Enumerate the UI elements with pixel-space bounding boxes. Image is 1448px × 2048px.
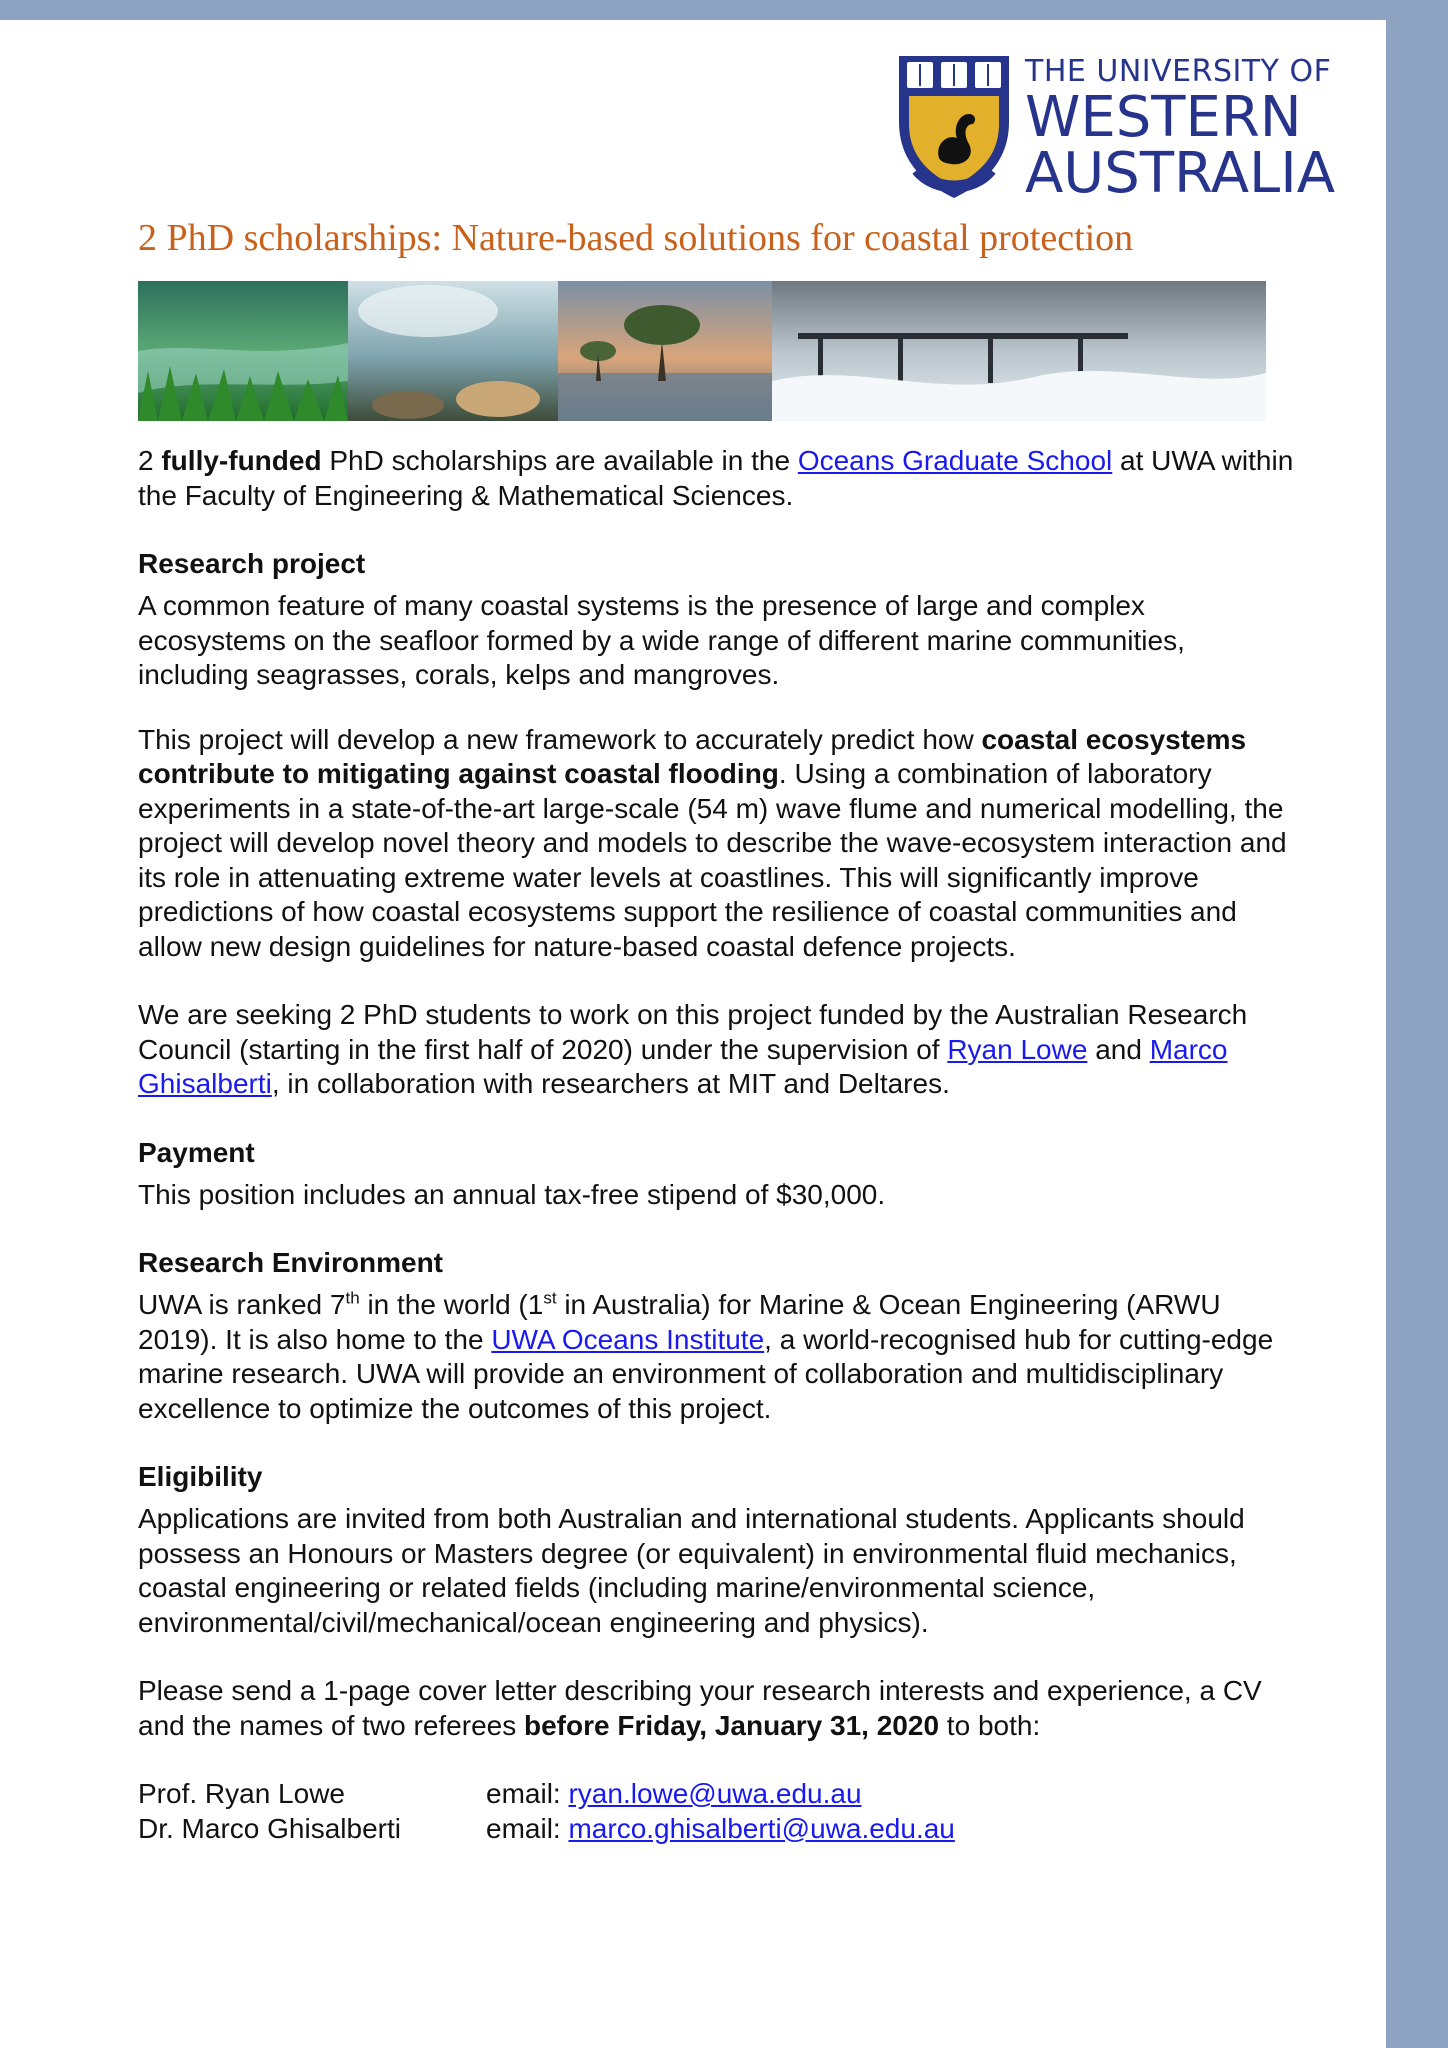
banner-storm-jetty-image — [772, 281, 1266, 421]
intro-bold: fully-funded — [161, 445, 322, 476]
research-paragraph-3 — [138, 998, 1298, 1102]
wordmark-line-2: WESTERN — [1025, 85, 1302, 150]
contact-name: Dr. Marco Ghisalberti — [138, 1812, 401, 1844]
page-title: 2 PhD scholarships: Nature-based solutions for coastal protection — [138, 217, 1134, 259]
deadline-bold: before Friday, January 31, 2020 — [524, 1709, 940, 1741]
eligibility-paragraph-1: Applications are invited from both Australian and international students. Applicants should possess an Honours or Masters degree (or equivalent) in environmental fluid mechanics, coastal engineering or related fields (including marine/environmental science, environmental/civil/mechanical/ocean engineering and physics). — [138, 1503, 1245, 1638]
email-label: email: — [486, 1778, 569, 1809]
environment-paragraph — [138, 1288, 1298, 1426]
email-label: email: — [486, 1812, 569, 1844]
eligibility-paragraph-2 — [138, 1674, 1298, 1743]
contact-row — [138, 1777, 1298, 1812]
eligibility-heading: Eligibility — [138, 1461, 263, 1492]
uwa-crest-icon — [895, 52, 1013, 200]
email-link-ryan-lowe[interactable]: ryan.lowe@uwa.edu.au — [568, 1778, 862, 1809]
env-text-1: UWA is ranked 7 — [138, 1289, 346, 1320]
intro-text-2: PhD scholarships are available in the — [321, 445, 798, 476]
env-text-4: , a world-recognised hub for cutting-edge marine research. UWA will provide an environment of collaboration and multidisciplinary excellence to optimize the outcomes of this project. — [138, 1323, 1274, 1424]
environment-heading: Research Environment — [138, 1247, 443, 1278]
elig-p2-text-1: Please send a 1-page cover letter describing your research interests and experience, a CV and the names of two referees — [138, 1675, 1262, 1741]
research-paragraph-2 — [138, 723, 1298, 965]
uwa-logo — [895, 52, 1336, 206]
research-p3-text-3: , in collaboration with researchers at MIT and Deltares. — [271, 1068, 950, 1099]
payment-paragraph: This position includes an annual tax-free stipend of $30,000. — [138, 1178, 886, 1210]
university-wordmark — [1025, 54, 1336, 206]
elig-p2-text-2: to both: — [939, 1709, 1041, 1741]
email-link-marco-ghisalberti[interactable]: marco.ghisalberti@uwa.edu.au — [568, 1812, 955, 1844]
intro-text-3: at UWA within the Faculty of Engineering & Mathematical Sciences. — [138, 445, 1294, 511]
banner-image-strip — [138, 281, 1266, 421]
wordmark-line-1: THE UNIVERSITY OF — [1025, 54, 1332, 89]
payment-heading: Payment — [138, 1136, 255, 1168]
wordmark-line-3: AUSTRALIA — [1025, 141, 1336, 206]
env-text-2: in the world (1 — [359, 1289, 544, 1320]
document-body — [138, 444, 1298, 1846]
env-sup-1: th — [345, 1288, 360, 1308]
page-frame-right — [1386, 0, 1448, 2048]
page-frame-top — [0, 0, 1448, 20]
banner-coral-image — [348, 281, 558, 421]
ryan-lowe-link[interactable]: Ryan Lowe — [947, 1033, 1088, 1065]
oceans-graduate-school-link[interactable]: Oceans Graduate School — [797, 445, 1113, 476]
banner-seagrass-image — [138, 281, 348, 421]
research-p2-text-2: . Using a combination of laboratory experiments in a state-of-the-art large-scale (54 m) wave flume and numerical modelling, the project will develop novel theory and models to describe the wave-ecosystem interaction and its role in attenuating extreme water levels at coastlines. This will significantly improve predictions of how coastal ecosystems support the resilience of coastal communities and allow new design guidelines for nature-based coastal defence projects. — [138, 758, 1287, 962]
marco-ghisalberti-link[interactable]: Marco Ghisalberti — [138, 1033, 1228, 1099]
research-p2-bold: coastal ecosystems contribute to mitigating against coastal flooding — [138, 723, 1247, 789]
uwa-oceans-institute-link[interactable]: UWA Oceans Institute — [491, 1323, 765, 1355]
env-text-3: in Australia) for Marine & Ocean Engineering (ARWU 2019). It is also home to the — [138, 1289, 1221, 1355]
research-p3-text-2: and — [1087, 1033, 1150, 1065]
contact-list — [138, 1777, 1298, 1846]
research-paragraph-1: A common feature of many coastal systems is the presence of large and complex ecosystems on the seafloor formed by a wide range of different marine communities, including seagrasses, corals, kelps and mangroves. — [138, 590, 1185, 690]
research-p2-text-1: This project will develop a new framework to accurately predict how — [138, 723, 982, 755]
banner-mangrove-image — [558, 281, 772, 421]
env-sup-2: st — [543, 1288, 557, 1308]
contact-name: Prof. Ryan Lowe — [138, 1778, 345, 1809]
intro-text-1: 2 — [138, 445, 162, 476]
intro-paragraph — [138, 444, 1298, 513]
research-p3-text-1: We are seeking 2 PhD students to work on this project funded by the Australian Research Council (starting in the first half of 2020) under the supervision of — [138, 999, 1248, 1065]
research-heading: Research project — [138, 548, 366, 579]
contact-row — [138, 1812, 1298, 1847]
